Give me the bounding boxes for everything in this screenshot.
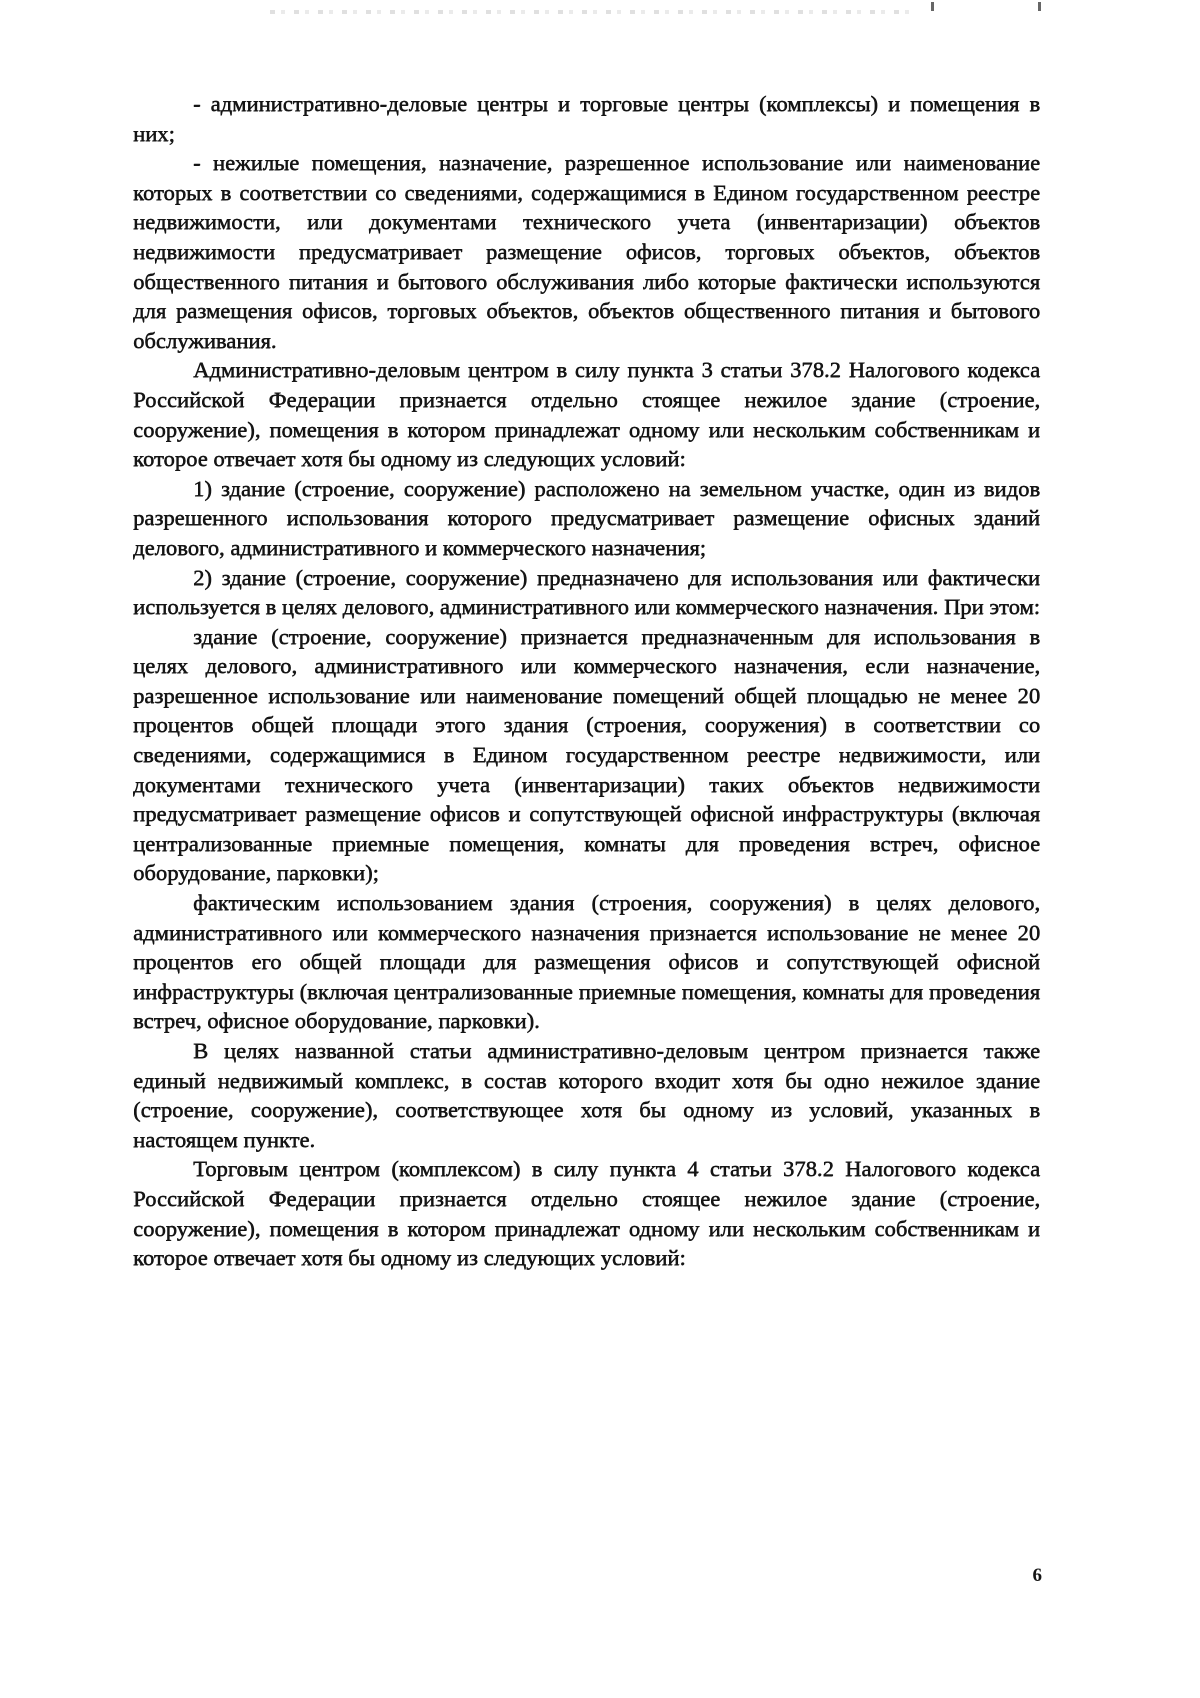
paragraph-admin-center-definition: Административно-деловым центром в силу пункта 3 статьи 378.2 Налогового кодекса Российской Федерации признается отдельно стоящее нежилое здание (строение, сооружение), помещения в котором принадлежат одному или нескольким собственникам и которое отвечает хотя бы одному из следующих условий: xyxy=(133,357,1040,472)
scan-mark-right xyxy=(1038,2,1041,11)
paragraph-condition-1: 1) здание (строение, сооружение) расположено на земельном участке, один из видов разрешенного использования которого предусматривает размещение офисных зданий делового, административного и коммерческого назначения; xyxy=(133,475,1040,560)
paragraph-business-centers-item: - административно-деловые центры и торговые центры (комплексы) и помещения в них; xyxy=(133,91,1040,146)
scan-artifact-top-edge xyxy=(270,10,910,14)
paragraph-single-complex: В целях названной статьи административно-деловым центром признается также единый недвижимый комплекс, в состав которого входит хотя бы одно нежилое здание (строение, сооружение), соответствующее хотя бы одному из условий, указанных в настоящем пункте. xyxy=(133,1038,1040,1152)
scan-mark-left xyxy=(931,2,934,11)
page-number: 6 xyxy=(1032,1565,1042,1586)
document-body xyxy=(133,89,1040,1273)
paragraph-condition-2: 2) здание (строение, сооружение) предназначено для использования или фактически используется в целях делового, административного или коммерческого назначения. При этом: xyxy=(133,564,1040,620)
paragraph-actual-use: фактическим использованием здания (строения, сооружения) в целях делового, административного или коммерческого назначения признается использование не менее 20 процентов его общей площади для размещения офисов и сопутствующей офисной инфраструктуры (включая централизованные приемные помещения, комнаты для проведения встреч, офисное оборудование, парковки). xyxy=(133,890,1040,1034)
paragraph-intended-use: здание (строение, сооружение) признается предназначенным для использования в целях делового, административного или коммерческого назначения, если назначение, разрешенное использование или наименование помещений общей площадью не менее 20 процентов общей площади этого здания (строения, сооружения) в соответствии со сведениями, содержащимися в Едином государственном реестре недвижимости, или документами технического учета (инвентаризации) таких объектов недвижимости предусматривает размещение офисов и сопутствующей офисной инфраструктуры (включая централизованные приемные помещения, комнаты для проведения встреч, офисное оборудование, парковки); xyxy=(133,623,1040,886)
paragraph-shopping-center-definition: Торговым центром (комплексом) в силу пункта 4 статьи 378.2 Налогового кодекса Российской Федерации признается отдельно стоящее нежилое здание (строение, сооружение), помещения в котором принадлежат одному или нескольким собственникам и которое отвечает хотя бы одному из следующих условий: xyxy=(133,1156,1040,1271)
paragraph-nonresidential-premises-item: - нежилые помещения, назначение, разрешенное использование или наименование которых в соответствии со сведениями, содержащимися в Едином государственном реестре недвижимости, или документами технического учета (инвентаризации) объектов недвижимости предусматривает размещение офисов, торговых объектов, объектов общественного питания и бытового обслуживания либо которые фактически используются для размещения офисов, торговых объектов, объектов общественного питания и бытового обслуживания. xyxy=(133,150,1040,353)
